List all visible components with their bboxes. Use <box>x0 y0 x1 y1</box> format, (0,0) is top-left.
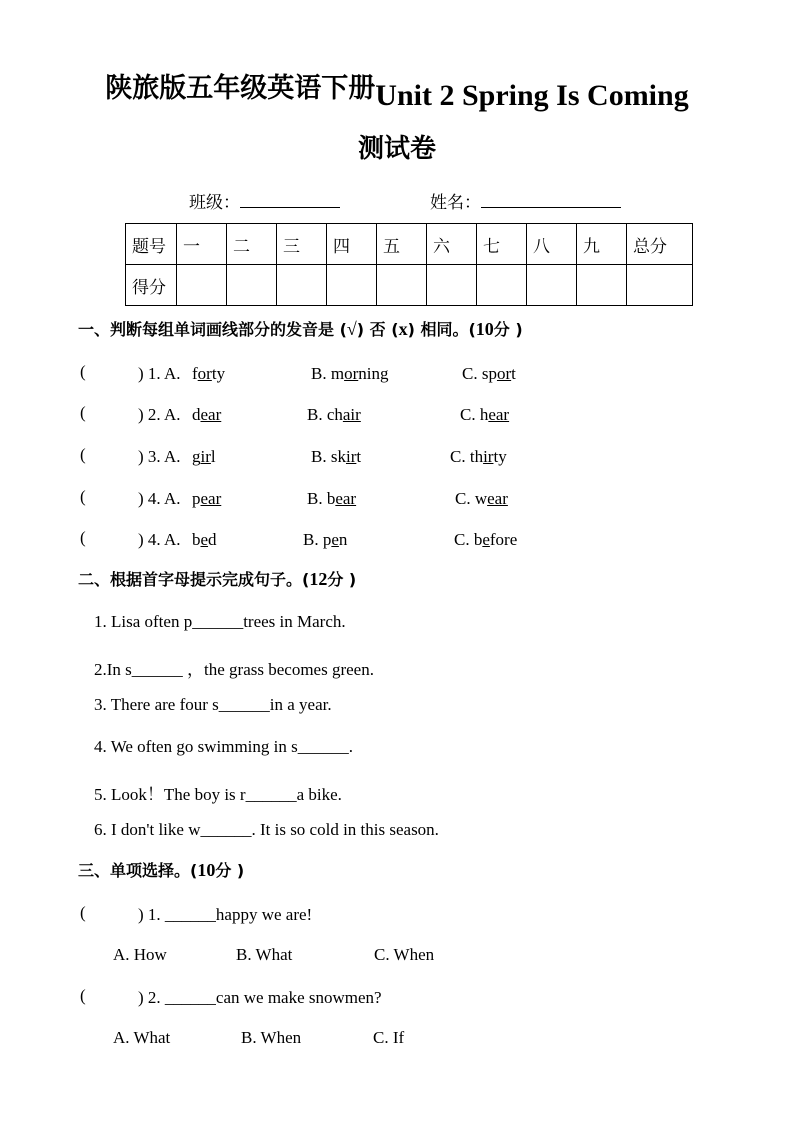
page-title <box>0 66 794 112</box>
fill-blank-item: 3. There are four s______in a year. <box>94 695 332 714</box>
table-cell: 五 <box>377 224 427 265</box>
table-cell: 二 <box>227 224 277 265</box>
item-number: ) 1. A. <box>138 364 181 383</box>
heading-text: 二、根据首字母提示完成句子。( <box>78 570 310 589</box>
table-cell: 六 <box>427 224 477 265</box>
option-c: C. hear <box>460 405 510 424</box>
option-a: bed <box>192 530 217 549</box>
name-field <box>430 188 621 213</box>
heading-text: ) 否 ( <box>356 320 399 339</box>
answer-paren[interactable]: ( <box>80 986 86 1005</box>
option-a: pear <box>192 489 222 508</box>
fill-blank-item: 6. I don't like w______. It is so cold in this season. <box>94 820 439 839</box>
option-a: girl <box>192 447 216 466</box>
item-number: ) 4. A. <box>138 489 181 508</box>
option-c: C. wear <box>455 489 508 508</box>
score-entry-cell[interactable] <box>577 265 627 306</box>
option-c: C. before <box>454 530 518 549</box>
fill-blank-item: 4. We often go swimming in s______. <box>94 737 353 756</box>
answer-paren[interactable]: ( <box>80 903 86 922</box>
cross-mark: x <box>398 319 408 339</box>
score-entry-cell[interactable] <box>377 265 427 306</box>
score-entry-cell[interactable] <box>427 265 477 306</box>
table-cell: 得分 <box>126 265 177 306</box>
section3-heading <box>78 858 244 881</box>
table-cell: 九 <box>577 224 627 265</box>
class-field <box>189 188 340 213</box>
option-b: B. morning <box>311 364 389 383</box>
page-subtitle: 测试卷 <box>357 134 436 164</box>
title-chinese: 陕旅版五年级英语下册 <box>105 73 376 104</box>
name-blank <box>481 189 621 208</box>
section2-heading <box>78 567 356 590</box>
option-b: B. chair <box>307 405 361 424</box>
option-a: forty <box>192 364 226 383</box>
option-c: C. sport <box>462 364 516 383</box>
choice-option-a: A. How <box>113 945 167 964</box>
choice-option-b: B. What <box>236 945 293 964</box>
section-points: 10 <box>475 319 494 339</box>
heading-text: 分 ) <box>327 570 357 589</box>
table-cell: 题号 <box>126 224 177 265</box>
choice-option-b: B. When <box>241 1028 302 1047</box>
option-c: C. thirty <box>450 447 507 466</box>
section-points: 10 <box>197 860 216 880</box>
option-b: B. bear <box>307 489 357 508</box>
section-points: 12 <box>309 569 328 589</box>
item-number: ) 3. A. <box>138 447 181 466</box>
fill-blank-item: 1. Lisa often p______trees in March. <box>94 612 346 631</box>
answer-paren[interactable]: ( <box>80 362 86 381</box>
heading-text: 分 ) <box>215 861 245 880</box>
score-entry-cell[interactable] <box>227 265 277 306</box>
table-cell: 一 <box>177 224 227 265</box>
table-cell: 三 <box>277 224 327 265</box>
option-b: B. skirt <box>311 447 362 466</box>
score-entry-cell[interactable] <box>327 265 377 306</box>
question-text: ) 2. ______can we make snowmen? <box>138 988 382 1007</box>
option-a: dear <box>192 405 222 424</box>
score-entry-cell[interactable] <box>627 265 693 306</box>
choice-option-a: A. What <box>113 1028 171 1047</box>
table-cell: 八 <box>527 224 577 265</box>
score-entry-cell[interactable] <box>277 265 327 306</box>
option-b: B. pen <box>303 530 348 549</box>
heading-text: 分 ) <box>493 320 523 339</box>
fill-blank-item: 2.In s______ ，the grass becomes green. <box>94 660 374 679</box>
answer-paren[interactable]: ( <box>80 487 86 506</box>
score-table <box>125 223 693 306</box>
question-text: ) 1. ______happy we are! <box>138 905 313 924</box>
fill-blank-item: 5. Look！The boy is r______a bike. <box>94 785 342 804</box>
score-entry-cell[interactable] <box>527 265 577 306</box>
class-blank <box>240 189 340 208</box>
section1-heading <box>78 317 523 340</box>
answer-paren[interactable]: ( <box>80 528 86 547</box>
answer-paren[interactable]: ( <box>80 445 86 464</box>
choice-option-c: C. If <box>373 1028 405 1047</box>
table-cell: 总分 <box>627 224 693 265</box>
item-number: ) 2. A. <box>138 405 181 424</box>
check-mark: √ <box>346 319 357 339</box>
item-number: ) 4. A. <box>138 530 181 549</box>
class-label: 班级： <box>189 193 240 213</box>
name-label: 姓名： <box>430 193 481 213</box>
score-table-header-row <box>126 224 693 265</box>
score-entry-cell[interactable] <box>477 265 527 306</box>
table-cell: 七 <box>477 224 527 265</box>
table-cell: 四 <box>327 224 377 265</box>
score-entry-cell[interactable] <box>177 265 227 306</box>
score-table-score-row <box>126 265 693 306</box>
heading-text: 三、单项选择。( <box>78 861 198 880</box>
answer-paren[interactable]: ( <box>80 403 86 422</box>
heading-text: ) 相同。( <box>407 320 476 339</box>
choice-option-c: C. When <box>374 945 435 964</box>
title-english: Unit 2 Spring Is Coming <box>375 79 689 112</box>
heading-text: 一、判断每组单词画线部分的发音是 ( <box>78 320 347 339</box>
